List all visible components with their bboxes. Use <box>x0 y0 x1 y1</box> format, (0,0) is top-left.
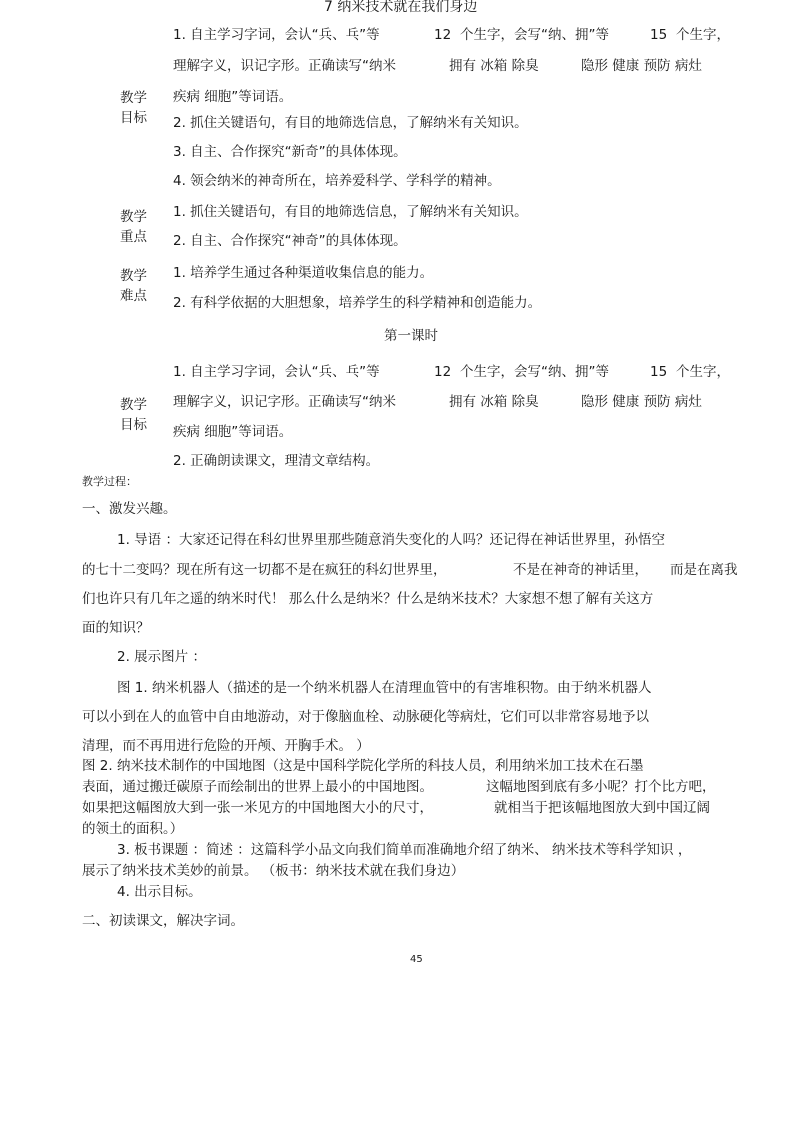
lesson-goals-label: 教学目标 <box>120 397 147 433</box>
goal-item-1-part3: 个生字， <box>676 27 730 43</box>
figure-2-line-3b: 就相当于把该幅地图放大到中国辽阔 <box>494 800 710 816</box>
intro-line-2b: 不是在神奇的神话里， <box>513 562 648 578</box>
lesson-goal-item-1-line2c: 隐形 健康 预防 病灶 <box>581 394 702 410</box>
board-line-2: 展示了纳米技术美妙的前景。 （板书：纳米技术就在我们身边） <box>82 863 465 879</box>
goals-label: 教学目标 <box>120 90 147 126</box>
goal-item-3: 3. 自主、合作探究“新奇”的具体体现。 <box>173 144 407 160</box>
section-2-heading: 二、初读课文，解决字词。 <box>82 913 244 929</box>
figure-1-line-2: 可以小到在人的血管中自由地游动，对于像脑血栓、动脉硬化等病灶，它们可以非常容易地予以 <box>82 709 649 725</box>
focus-label: 教学重点 <box>120 209 147 245</box>
lesson-period-title: 第一课时 <box>384 328 438 344</box>
difficulty-item-2: 2. 有科学依据的大胆想象，培养学生的科学精神和创造能力。 <box>173 295 542 311</box>
figure-2-line-4: 的领土的面积。） <box>82 821 184 837</box>
figure-1-line-1: 图 1. 纳米机器人（描述的是一个纳米机器人在清理血管中的有害堆积物。由于纳米机器人 <box>117 680 652 696</box>
goal-item-1-line2c: 隐形 健康 预防 病灶 <box>581 58 702 74</box>
goal-item-2: 2. 抓住关键语句，有目的地筛选信息，了解纳米有关知识。 <box>173 115 528 131</box>
show-goals: 4. 出示目标。 <box>117 884 202 900</box>
intro-line-2a: 的七十二变吗？现在所有这一切都不是在疯狂的科幻世界里， <box>82 562 447 578</box>
goal-item-1-part1: 1. 自主学习字词，会认“兵、乓”等 <box>173 27 380 43</box>
process-label: 教学过程： <box>82 475 137 488</box>
lesson-goal-item-1-part2: 个生字，会写“纳、拥”等 <box>460 364 609 380</box>
intro-line-4: 面的知识？ <box>82 620 150 636</box>
figure-2-line-2a: 表面，通过搬迁碳原子而绘制出的世界上最小的中国地图。 <box>82 779 433 795</box>
difficulty-label: 教学难点 <box>120 268 147 304</box>
lesson-goal-item-2: 2. 正确朗读课文，理清文章结构。 <box>173 453 380 469</box>
focus-item-2: 2. 自主、合作探究“神奇”的具体体现。 <box>173 233 407 249</box>
goal-item-1-line2b: 拥有 冰箱 除臭 <box>449 58 539 74</box>
lesson-goal-item-1-part3: 个生字， <box>676 364 730 380</box>
figure-2-line-1: 图 2. 纳米技术制作的中国地图（这是中国科学院化学所的科技人员，利用纳米加工技术在石墨 <box>82 758 644 774</box>
goal-item-1-part2: 个生字，会写“纳、拥”等 <box>460 27 609 43</box>
figure-2-line-3a: 如果把这幅图放大到一张一米见方的中国地图大小的尺寸， <box>82 800 433 816</box>
figure-1-line-3: 清理，而不再用进行危险的开颅、开胸手术。 ） <box>82 738 370 754</box>
lesson-goal-item-1-line2a: 理解字义，识记字形。正确读写“纳米 <box>173 394 396 410</box>
lesson-goal-item-1-line3: 疾病 细胞”等词语。 <box>173 424 293 440</box>
section-1-heading: 一、激发兴趣。 <box>82 501 177 517</box>
goal-item-4: 4. 领会纳米的神奇所在，培养爱科学、学科学的精神。 <box>173 173 501 189</box>
intro-line-3: 们也许只有几年之遥的纳米时代！ 那么什么是纳米？什么是纳米技术？大家想不想了解有关这方 <box>82 591 654 607</box>
show-pictures: 2. 展示图片 ： <box>117 649 206 665</box>
goal-item-1-num2: 15 <box>650 27 668 43</box>
figure-2-line-2b: 这幅地图到底有多小呢？打个比方吧， <box>486 779 716 795</box>
difficulty-item-1: 1. 培养学生通过各种渠道收集信息的能力。 <box>173 265 434 281</box>
goal-item-1-num1: 12 <box>434 27 452 43</box>
lesson-title: 7 纳米技术就在我们身边 <box>324 0 478 15</box>
page-number: 45 <box>410 954 423 965</box>
lesson-goal-item-1-part1: 1. 自主学习字词，会认“兵、乓”等 <box>173 364 380 380</box>
board-line-1: 3. 板书课题 ：简述 ：这篇科学小品文向我们简单而准确地介绍了纳米、 纳米技术等科学知识 ， <box>117 842 692 858</box>
lesson-goal-item-1-num1: 12 <box>434 364 452 380</box>
goal-item-1-line3: 疾病 细胞”等词语。 <box>173 89 293 105</box>
intro-line-1: 1. 导语 ：大家还记得在科幻世界里那些随意消失变化的人吗？还记得在神话世界里，孙悟空 <box>117 532 665 548</box>
goal-item-1-line2a: 理解字义，识记字形。正确读写“纳米 <box>173 58 396 74</box>
lesson-goal-item-1-line2b: 拥有 冰箱 除臭 <box>449 394 539 410</box>
intro-line-2c: 而是在离我 <box>670 562 738 578</box>
focus-item-1: 1. 抓住关键语句，有目的地筛选信息，了解纳米有关知识。 <box>173 204 528 220</box>
lesson-goal-item-1-num2: 15 <box>650 364 668 380</box>
